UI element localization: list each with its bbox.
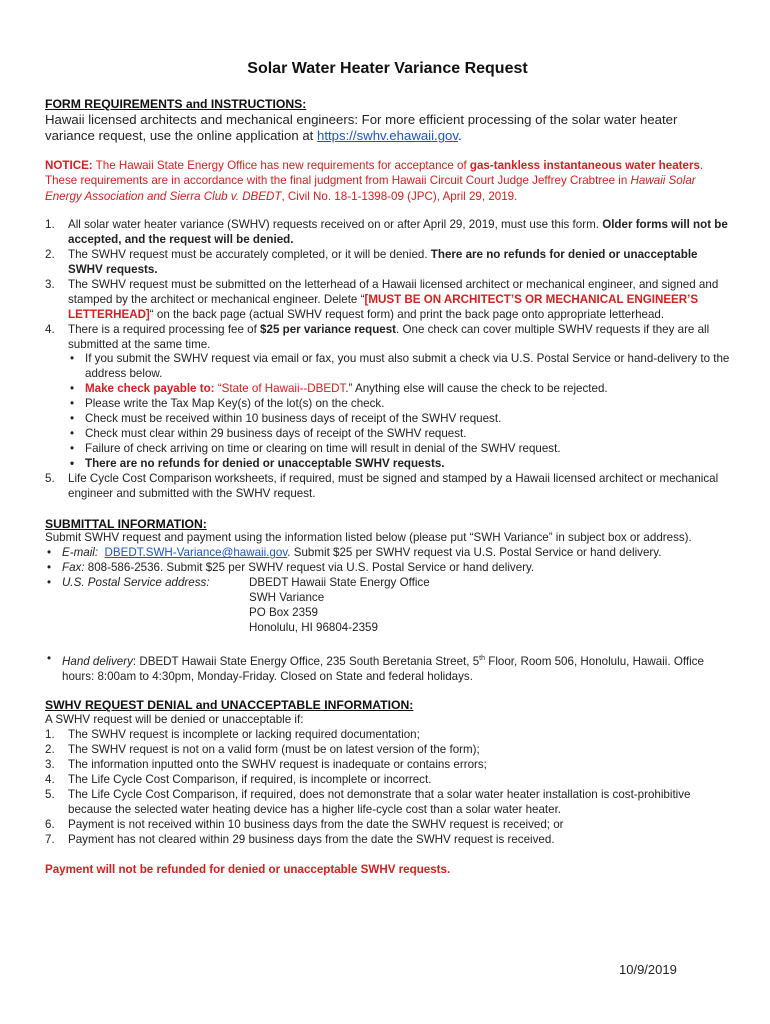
item-number: 1. xyxy=(45,728,55,742)
notice-paragraph xyxy=(45,158,730,205)
list-item xyxy=(45,833,730,848)
list-item: • Please write the Tax Map Key(s) of the lot(s) on the check. xyxy=(68,397,730,412)
fee-bullets xyxy=(68,352,730,471)
address-line: Honolulu, HI 96804-2359 xyxy=(249,620,378,634)
address-line: PO Box 2359 xyxy=(249,605,318,619)
form-requirements-heading: FORM REQUIREMENTS and INSTRUCTIONS: xyxy=(45,96,307,111)
postal-address xyxy=(249,576,430,636)
email-label: E-mail: xyxy=(62,546,99,560)
letterhead-placeholder: [MUST BE ON ARCHITECT’S OR MECHANICAL ENGINEER’S LETTERHEAD] xyxy=(68,292,699,321)
requirements-list xyxy=(45,218,730,501)
item-text: The SWHV request must be submitted on the letterhead of a Hawaii licensed architect or mechanical engineer, and signed and stamped by the architect or mechanical engineer. Delete “ xyxy=(68,277,719,306)
hand-delivery-label: Hand delivery xyxy=(62,654,133,668)
item-text: The SWHV request must be accurately completed, or it will be denied. xyxy=(68,248,431,262)
list-item xyxy=(45,278,730,323)
hand-delivery-method xyxy=(45,652,730,685)
ordinal-suffix: th xyxy=(479,654,486,662)
item-number: 4. xyxy=(45,322,55,336)
payable-rest: .” Anything else will cause the check to be rejected. xyxy=(345,382,608,396)
item-text: The Life Cycle Cost Comparison, if required, is incomplete or incorrect. xyxy=(68,772,432,786)
item-number: 2. xyxy=(45,743,55,757)
form-requirements-intro xyxy=(45,112,730,144)
list-item xyxy=(68,382,730,397)
fax-label: Fax: xyxy=(62,561,85,575)
notice-text-3: , Civil No. 18-1-1398-09 (JPC), April 29, 2019. xyxy=(281,189,518,203)
denial-heading: SWHV REQUEST DENIAL and UNACCEPTABLE INFORMATION: xyxy=(45,698,414,713)
notice-bold-1: gas-tankless instantaneous water heaters xyxy=(469,158,700,172)
notice-case-name: Hawaii Solar Energy Association and Sierra Club v. DBEDT xyxy=(45,174,696,203)
list-item xyxy=(45,728,730,743)
online-application-link[interactable]: https://swhv.ehawaii.gov xyxy=(317,127,458,143)
item-bold: $25 per variance request xyxy=(260,322,397,336)
refund-warning: Payment will not be refunded for denied or unacceptable SWHV requests. xyxy=(45,862,451,876)
list-item xyxy=(45,773,730,788)
item-text: The Life Cycle Cost Comparison, if required, does not demonstrate that a solar water heater installation is cost-prohibitive because the selected water heating device has a higher life-cycle cost than a solar water heater. xyxy=(68,787,691,816)
item-number: 7. xyxy=(45,832,55,846)
list-item xyxy=(45,248,730,278)
list-item xyxy=(45,472,730,502)
denial-list xyxy=(45,728,730,847)
postal-method xyxy=(45,576,730,652)
submittal-intro: Submit SWHV request and payment using the information listed below (please put “SWH Variance” in subject box or address). xyxy=(45,531,692,545)
item-text: The SWHV request is incomplete or lacking required documentation; xyxy=(68,728,420,742)
list-item: • If you submit the SWHV request via email or fax, you must also submit a check via U.S. Postal Service or hand-delivery to the address below. xyxy=(68,352,730,382)
list-item xyxy=(45,323,730,472)
document-date: 10/9/2019 xyxy=(619,962,677,977)
item-number: 3. xyxy=(45,758,55,772)
item-text: The SWHV request is not on a valid form (must be on latest version of the form); xyxy=(68,743,480,757)
list-item: • Failure of check arriving on time or clearing on time will result in denial of the SWHV request. xyxy=(68,442,730,457)
item-bold: Older forms will not be accepted, and the request will be denied. xyxy=(68,218,728,247)
email-rest: . Submit $25 per SWHV request via U.S. Postal Service or hand delivery. xyxy=(287,546,662,560)
list-item: • Check must clear within 29 business days of receipt of the SWHV request. xyxy=(68,427,730,442)
payee-name: “State of Hawaii--DBEDT xyxy=(217,382,346,396)
intro-text: Hawaii licensed architects and mechanical engineers: For more efficient processing of the solar water heater variance request, use the online application at xyxy=(45,111,678,143)
intro-end: . xyxy=(457,127,462,143)
item-number: 5. xyxy=(45,471,55,485)
list-item: • Check must be received within 10 business days of receipt of the SWHV request. xyxy=(68,412,730,427)
item-tail: “ on the back page (actual SWHV request form) and print the back page onto appropriate letterhead. xyxy=(149,307,665,321)
notice-text-2: . These requirements are in accordance with the final judgment from Hawaii Circuit Court Judge Jeffrey Crabtree in xyxy=(45,158,704,188)
item-text: All solar water heater variance (SWHV) requests received on or after April 29, 2019, must use this form. xyxy=(68,218,603,232)
item-number: 5. xyxy=(45,787,55,801)
item-text: There is a required processing fee of xyxy=(68,322,261,336)
hand-delivery-text: : DBEDT Hawaii State Energy Office, 235 South Beretania Street, 5 xyxy=(132,654,480,668)
fax-rest: 808-586-2536. Submit $25 per SWHV request via U.S. Postal Service or hand delivery. xyxy=(84,561,535,575)
page-title: Solar Water Heater Variance Request xyxy=(247,60,528,77)
list-item xyxy=(45,818,730,833)
hand-delivery-text-2: Floor, Room 506, Honolulu, Hawaii. Office hours: 8:00am to 4:30pm, Monday-Friday. Closed on State and federal holidays. xyxy=(62,654,704,683)
document-page xyxy=(45,62,730,877)
item-number: 1. xyxy=(45,218,55,232)
item-text: Payment has not cleared within 29 business days from the date the SWHV request is received. xyxy=(68,832,555,846)
payable-label: Make check payable to: xyxy=(85,382,218,396)
item-number: 3. xyxy=(45,277,55,291)
list-item xyxy=(45,743,730,758)
item-number: 2. xyxy=(45,248,55,262)
list-item xyxy=(45,758,730,773)
email-link[interactable]: DBEDT.SWH-Variance@hawaii.gov xyxy=(104,546,288,560)
list-item xyxy=(45,218,730,248)
item-text: The information inputted onto the SWHV request is inadequate or contains errors; xyxy=(68,758,487,772)
item-text: Life Cycle Cost Comparison worksheets, if required, must be signed and stamped by a Hawaii licensed architect or mechanical engineer and submitted with the SWHV request. xyxy=(68,471,719,500)
notice-label: NOTICE: xyxy=(45,158,93,172)
postal-label: • U.S. Postal Service address: xyxy=(62,576,210,590)
item-number: 4. xyxy=(45,772,55,786)
list-item xyxy=(45,788,730,818)
submittal-methods xyxy=(45,546,730,684)
address-line: DBEDT Hawaii State Energy Office xyxy=(249,576,430,590)
item-tail: . One check can cover multiple SWHV requests if they are all submitted at the same time. xyxy=(68,322,710,351)
fax-method xyxy=(45,561,730,576)
notice-text-1: The Hawaii State Energy Office has new requirements for acceptance of xyxy=(92,158,470,172)
email-method xyxy=(45,546,730,561)
item-bold: There are no refunds for denied or unacceptable SWHV requests. xyxy=(68,248,698,277)
item-text: Payment is not received within 10 business days from the date the SWHV request is received; or xyxy=(68,817,564,831)
denial-intro: A SWHV request will be denied or unacceptable if: xyxy=(45,713,304,727)
submittal-heading: SUBMITTAL INFORMATION: xyxy=(45,516,207,531)
item-number: 6. xyxy=(45,817,55,831)
address-line: SWH Variance xyxy=(249,591,325,605)
list-item: • There are no refunds for denied or unacceptable SWHV requests. xyxy=(68,457,730,472)
